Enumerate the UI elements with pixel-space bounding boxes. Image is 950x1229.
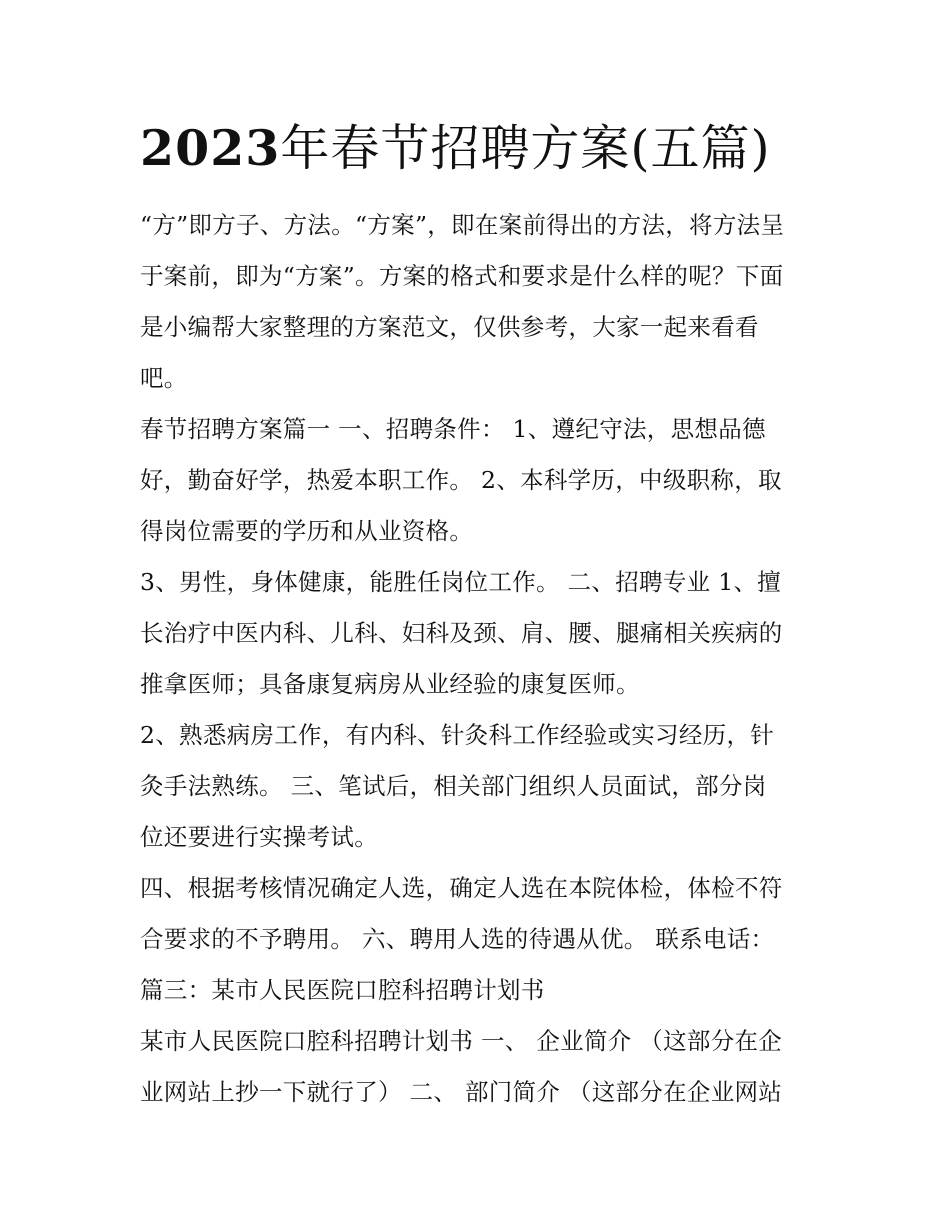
intro-paragraph: “方”即方子、方法。“方案”，即在案前得出的方法，将方法呈 于案前，即为“方案”。方案的格式和要求是什么样的呢？下面 是小编帮大家整理的方案范文，仅供参考，大家一起来看看 吧。 — [140, 211, 785, 392]
section-three-heading: 篇三：某市人民医院口腔科招聘计划书 — [140, 976, 545, 1004]
section-one-selection-paragraph: 四、根据考核情况确定人选，确定人选在本院体检，体检不符 合要求的不予聘用。 六、聘用人选的待遇从优。 联系电话： — [140, 874, 783, 953]
section-three-paragraph: 某市人民医院口腔科招聘计划书 一、 企业简介 （这部分在企 业网站上抄一下就行了） 二、 部门简介 （这部分在企业网站 — [140, 1027, 783, 1106]
section-one-conditions-paragraph: 春节招聘方案篇一 一、招聘条件： 1、遵纪守法，思想品德 好，勤奋好学，热爱本职工作。 2、本科学历，中级职称，取 得岗位需要的学历和从业资格。 — [140, 415, 782, 545]
document-title — [140, 116, 840, 181]
document-body — [140, 200, 820, 1118]
section-one-specialty-paragraph: 3、男性，身体健康，能胜任岗位工作。 二、招聘专业 1、擅 长治疗中医内科、儿科、妇科及颈、肩、腰、腿痛相关疾病的 推拿医师；具备康复病房从业经验的康复医师。 — [140, 568, 783, 698]
section-one-exam-paragraph: 2、熟悉病房工作，有内科、针灸科工作经验或实习经历，针 灸手法熟练。 三、笔试后，相关部门组织人员面试，部分岗 位还要进行实操考试。 — [140, 721, 775, 851]
title-year: 2023 — [140, 119, 281, 177]
title-text: 年春节招聘方案(五篇) — [280, 120, 771, 177]
